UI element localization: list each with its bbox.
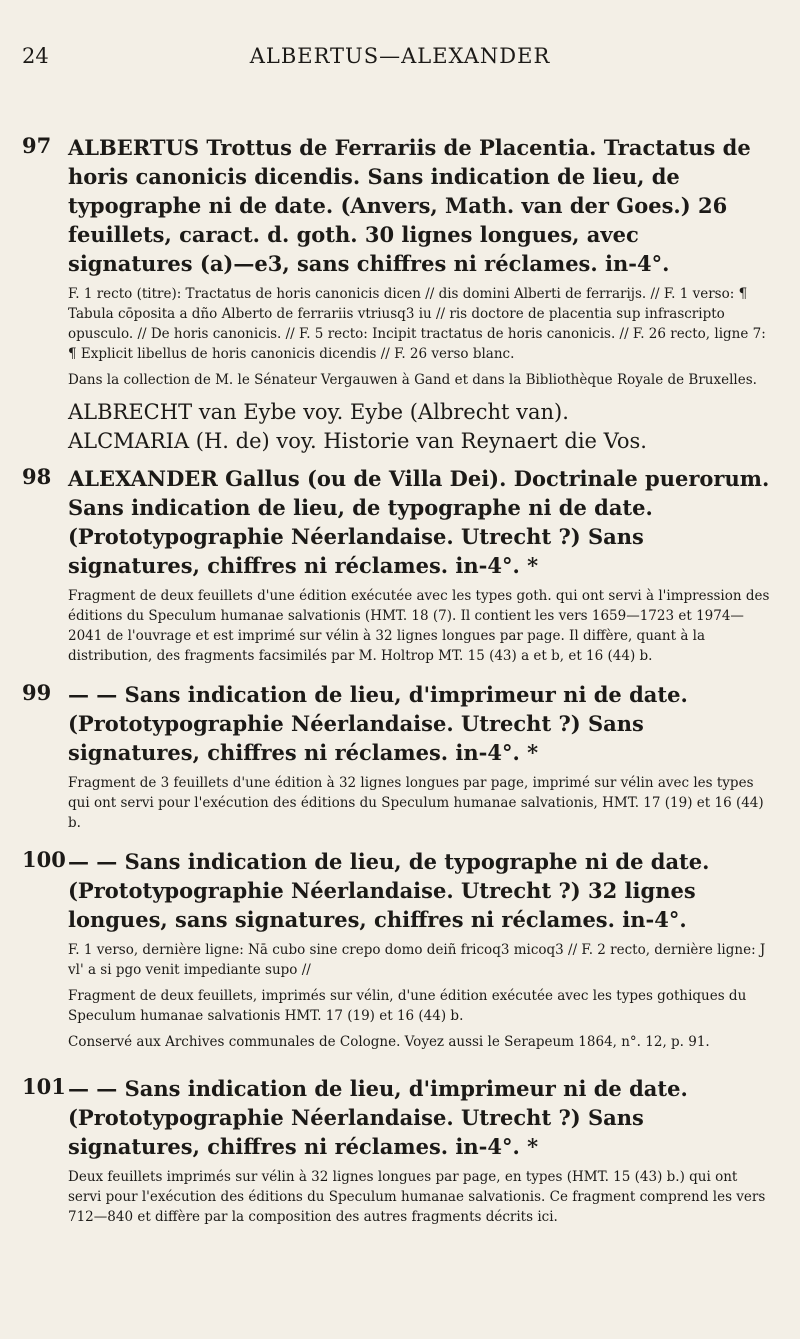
entry-number: 99 <box>22 680 52 705</box>
entry-number: 97 <box>22 133 52 158</box>
entry-number: 100 <box>22 847 66 872</box>
entry-note: F. 1 recto (titre): Tractatus de horis canonicis dicen // dis domini Alberti de ferrarijs. // F. 1 verso: ¶ Tabula cōposita a dño Alberto de ferrariis vtriusq3 iu // ris doctore de placentia sup infrascripto opusculo. // De horis canonicis. // F. 5 recto: Incipit tractatus de horis canonicis. // F. 26 recto, ligne 7: ¶ Explicit libellus de horis canonicis dicendis // F. 26 verso blanc. <box>68 286 766 362</box>
entry-number: 98 <box>22 464 52 489</box>
cross-reference: ALCMARIA (H. de) voy. Historie van Reynaert die Vos. <box>68 429 647 453</box>
entry-note: Fragment de deux feuillets, imprimés sur vélin, d'une édition exécutée avec les types gothiques du Speculum humanae salvationis HMT. 17 (19) et 16 (44) b. <box>68 988 747 1024</box>
page-header <box>0 44 800 84</box>
entry-heading: ALBERTUS Trottus de Ferrariis de Placentia. Tractatus de horis canonicis dicendis. Sans indication de lieu, de typographe ni de date. (Anvers, Math. van der Goes.) 26 feuillets, caract. d. goth. 30 lignes longues, avec signatures (a)—e3, sans chiffres ni réclames. in-4°. <box>68 135 751 276</box>
entry-note: Conservé aux Archives communales de Cologne. Voyez aussi le Serapeum 1864, n°. 12, p. 91. <box>68 1034 710 1050</box>
entry-heading: — — Sans indication de lieu, d'imprimeur ni de date. (Prototypographie Néerlandaise. Utrecht ?) Sans signatures, chiffres ni réclames. in-4°. * <box>68 1076 688 1159</box>
entry-100 <box>22 847 770 1052</box>
entry-number: 101 <box>22 1074 66 1099</box>
entry-heading: — — Sans indication de lieu, de typographe ni de date. (Prototypographie Néerlandaise. Utrecht ?) 32 lignes longues, sans signatures, chiffres ni réclames. in-4°. <box>68 849 710 932</box>
entry-heading: ALEXANDER Gallus (ou de Villa Dei). Doctrinale puerorum. Sans indication de lieu, de typographe ni de date. (Prototypographie Néerlandaise. Utrecht ?) Sans signatures, chiffres ni réclames. in-4°. * <box>68 466 770 578</box>
entry-note: Dans la collection de M. le Sénateur Vergauwen à Gand et dans la Bibliothèque Royale de Bruxelles. <box>68 372 757 388</box>
content <box>22 133 770 1227</box>
entry-99 <box>22 680 770 833</box>
page-number: 24 <box>22 44 49 68</box>
entry-note: Fragment de 3 feuillets d'une édition à 32 lignes longues par page, imprimé sur vélin avec les types qui ont servi pour l'exécution des éditions du Speculum humanae salvationis, HMT. 17 (19) et 16 (44) b. <box>68 775 764 831</box>
entry-note: Fragment de deux feuillets d'une édition exécutée avec les types goth. qui ont servi à l'impression des éditions du Speculum humanae salvationis (HMT. 18 (7). Il contient les vers 1659—1723 et 1974—2041 de l'ouvrage et est imprimé sur vélin à 32 lignes longues par page. Il diffère, quant à la distribution, des fragments facsimilés par M. Holtrop MT. 15 (43) a et b, et 16 (44) b. <box>68 588 770 664</box>
entry-97 <box>22 133 770 390</box>
entry-101 <box>22 1074 770 1227</box>
cross-reference: ALBRECHT van Eybe voy. Eybe (Albrecht van). <box>68 400 569 424</box>
entry-98 <box>22 464 770 666</box>
entry-note: F. 1 verso, dernière ligne: Nā cubo sine crepo domo deiñ fricoq3 micoq3 // F. 2 recto, dernière ligne: J vl' a si pgo venit impediante supo // <box>68 942 766 978</box>
running-head: ALBERTUS—ALEXANDER <box>249 44 551 68</box>
entry-heading: — — Sans indication de lieu, d'imprimeur ni de date. (Prototypographie Néerlandaise. Utrecht ?) Sans signatures, chiffres ni réclames. in-4°. * <box>68 682 688 765</box>
entry-note: Deux feuillets imprimés sur vélin à 32 lignes longues par page, en types (HMT. 15 (43) b.) qui ont servi pour l'exécution des éditions du Speculum humanae salvationis. Ce fragment comprend les vers 712—840 et diffère par la composition des autres fragments décrits ici. <box>68 1169 766 1225</box>
